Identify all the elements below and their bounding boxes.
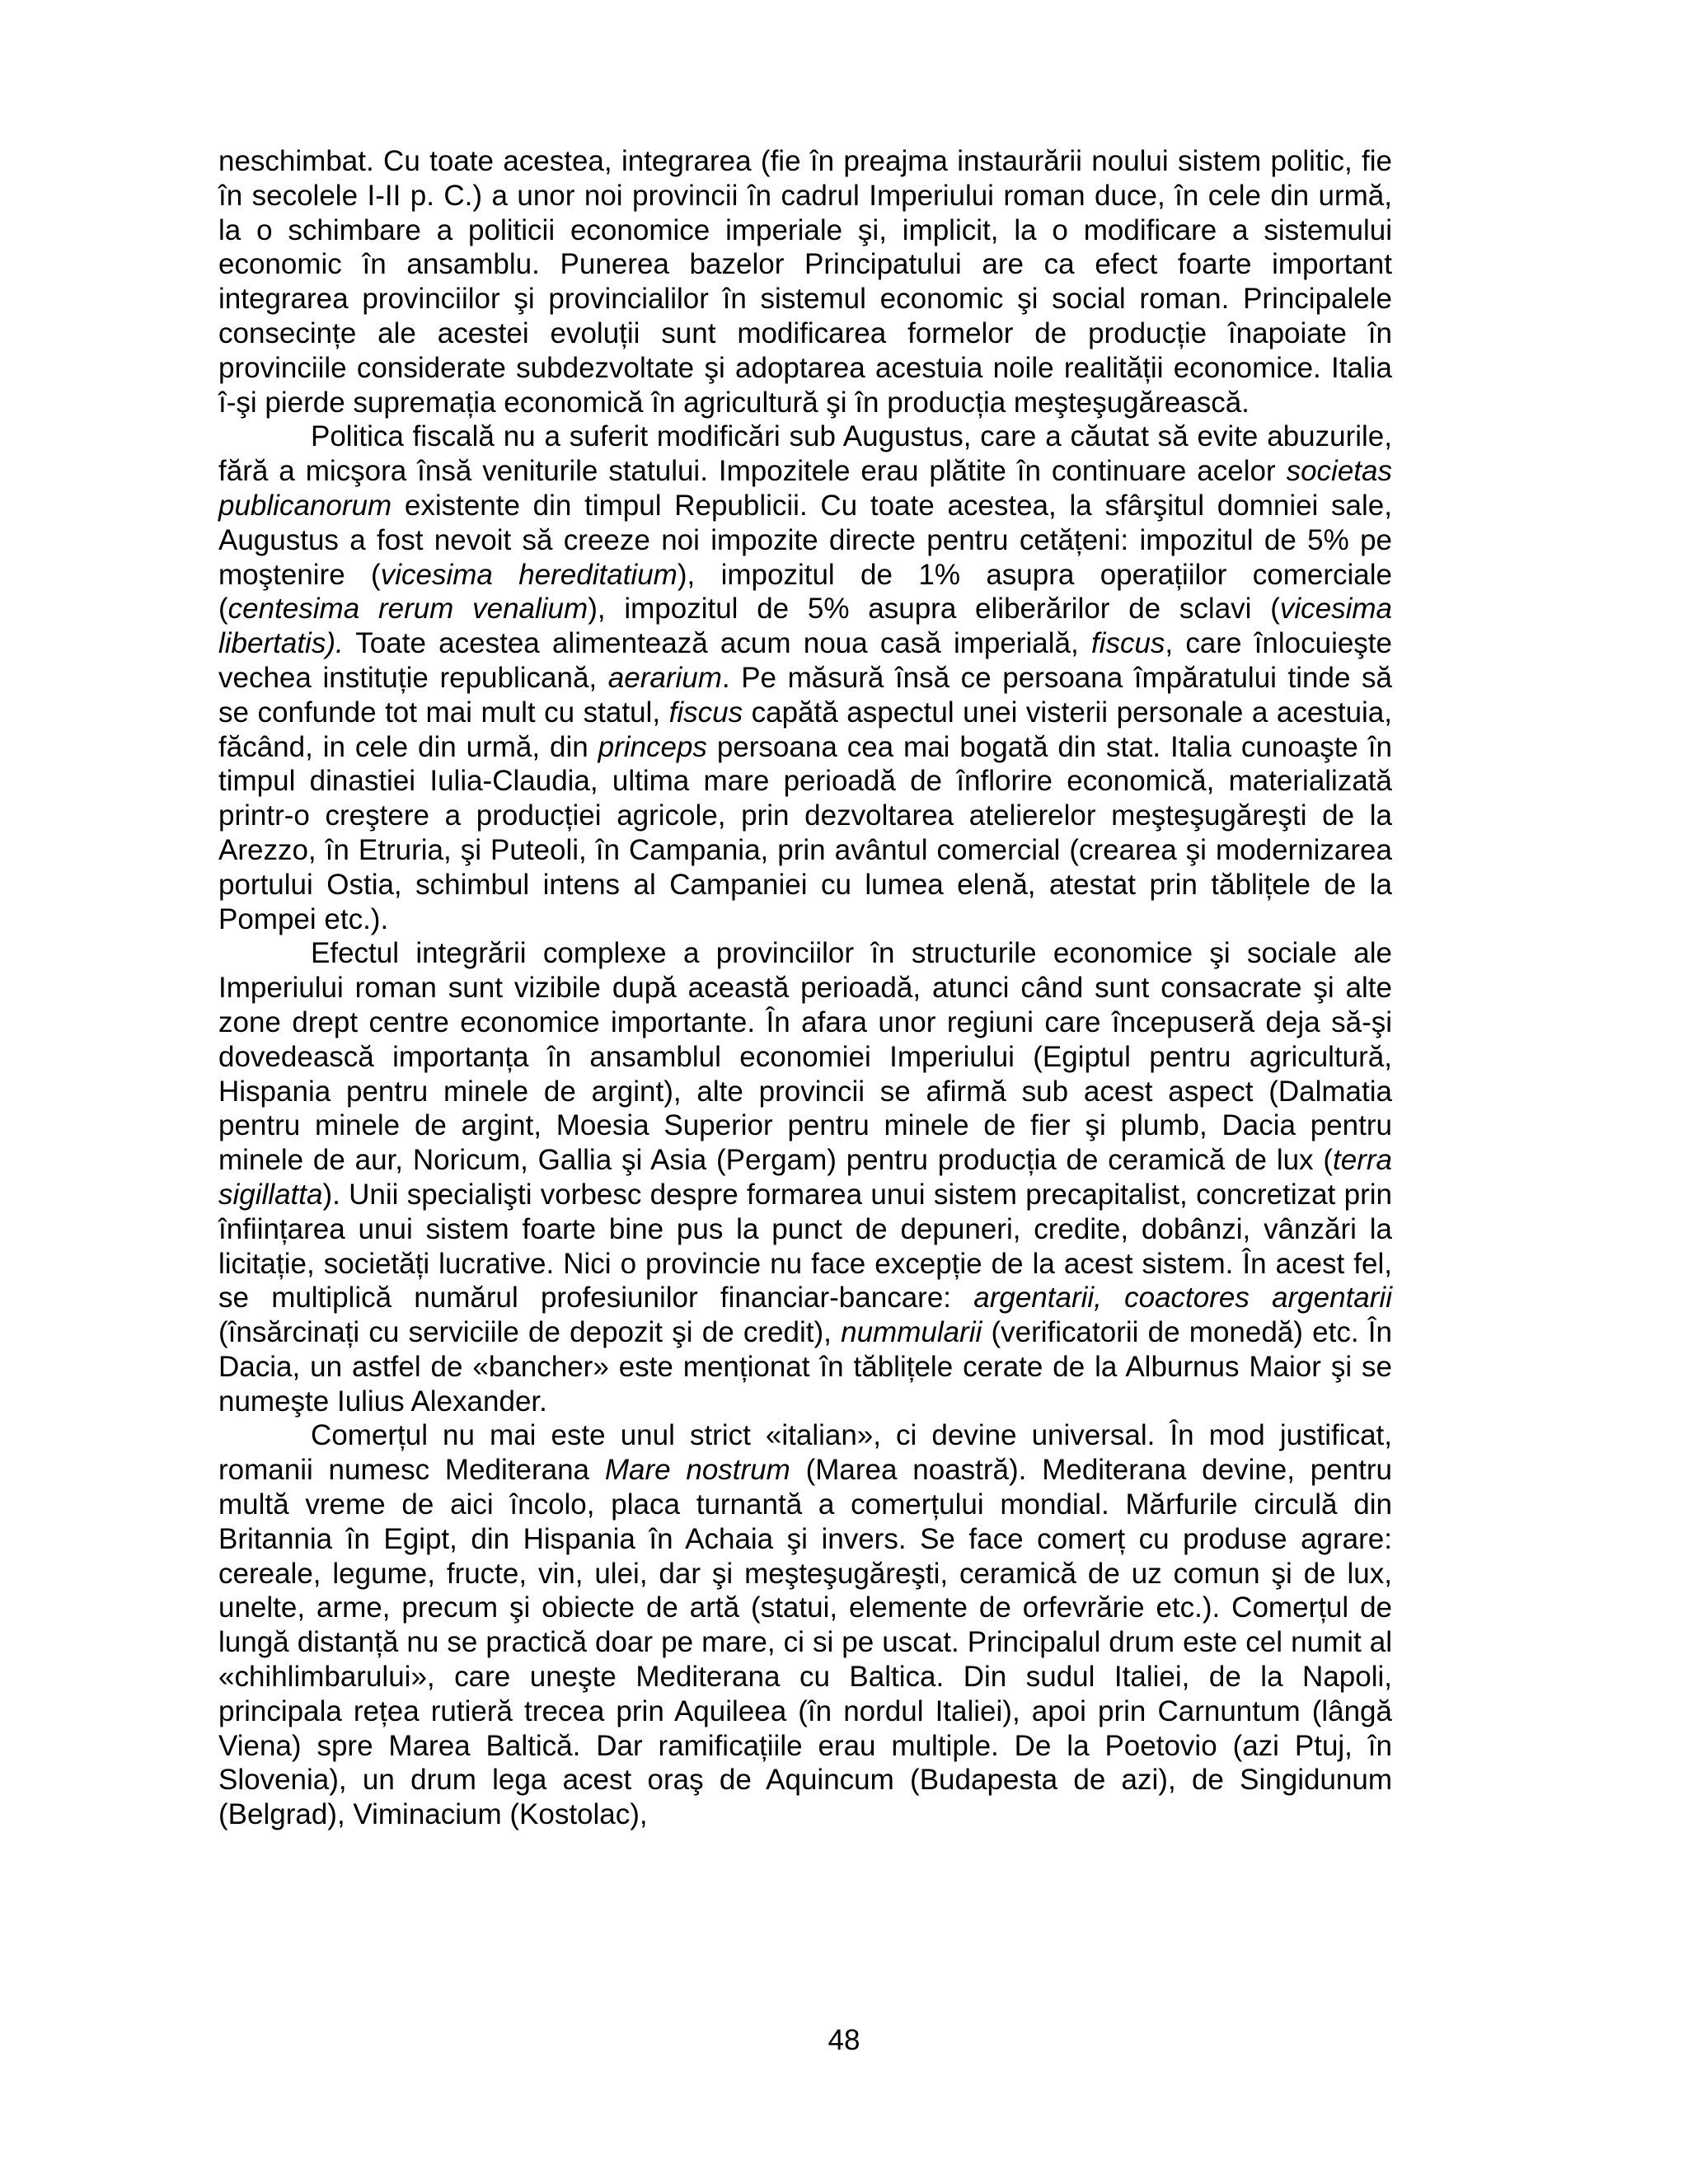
italic-term: terra sigillatta <box>218 1144 1392 1211</box>
text-run: ), impozitul de 1% asupra operațiilor comerciale ( <box>218 558 1392 626</box>
document-body <box>218 144 1392 1832</box>
paragraph <box>218 419 1392 936</box>
text-run: Efectul integrării complexe a provinciilor în structurile economice şi sociale ale Imperiului roman sunt vizibile după această perioadă, atunci când sunt consacrate şi alte zone drept centre economice importante. În afara unor regiuni care începuseră deja să-şi dovedească importanța în ansamblul economiei Imperiului (Egiptul pentru agricultură, Hispania pentru minele de argint), alte provincii se afirmă sub acest aspect (Dalmatia pentru minele de argint, Moesia Superior pentru minele de fier şi plumb, Dacia pentru minele de aur, Noricum, Gallia şi Asia (Pergam) pentru producția de ceramică de lux ( <box>218 937 1392 1177</box>
text-run: Politica fiscală nu a suferit modificări sub Augustus, care a căutat să evite abuzurile, fără a micşora însă veniturile statului. Impozitele erau plătite în continuare acelor <box>218 420 1392 488</box>
text-run: capătă aspectul unei visterii personale a acestuia, făcând, in cele din urmă, din <box>218 696 1392 763</box>
italic-term: fiscus <box>1090 627 1165 660</box>
italic-term: argentarii, coactores argentarii <box>973 1282 1392 1315</box>
italic-term: societas publicanorum <box>218 455 1392 522</box>
paragraph <box>218 144 1392 419</box>
text-run: (Marea noastră). Mediterana devine, pentru multă vreme de aici încolo, placa turnantă a comerțului mondial. Mărfurile circulă din Britannia în Egipt, din Hispania în Achaia şi invers. Se face comerț cu produse agrare: cereale, legume, fructe, vin, ulei, dar şi meşteşugăreşti, ceramică de uz comun şi de lux, unelte, arme, precum şi obiecte de artă (statui, elemente de orfevrărie etc.). Comerțul de lungă distanță nu se practică doar pe mare, ci si pe uscat. Principalul drum este cel numit al «chihlimbarului», care uneşte Mediterana cu Baltica. Din sudul Italiei, de la Napoli, principala rețea rutieră trecea prin Aquileea (în nordul Italiei), apoi prin Carnuntum (lângă Viena) spre Marea Baltică. Dar ramificațiile erau multiple. De la Poetovio (azi Ptuj, în Slovenia), un drum lega acest oraş de Aquincum (Budapesta de azi), de Singidunum (Belgrad), Viminacium (Kostolac), <box>218 1454 1393 1831</box>
italic-term: Mare nostrum <box>604 1454 790 1487</box>
italic-term: vicesima libertatis). <box>218 593 1392 660</box>
italic-term: centesima rerum venalium <box>227 593 588 626</box>
text-run: (însărcinați cu serviciile de depozit şi de credit), <box>218 1316 842 1349</box>
text-run: Toate acestea alimentează acum noua casă imperială, <box>343 627 1091 660</box>
italic-term: princeps <box>598 730 707 763</box>
text-run: (verificatorii de monedă) etc. În Dacia, un astfel de «bancher» este menționat în tăblițele cerate de la Alburnus Maior şi se numeşte Iulius Alexander. <box>218 1316 1392 1418</box>
text-run: existente din timpul Republicii. Cu toate acestea, la sfârşitul domniei sale, Augustus a fost nevoit să creeze noi impozite directe pentru cetățeni: impozitul de 5% pe moştenire ( <box>218 489 1392 591</box>
text-run: ), impozitul de 5% asupra eliberărilor de sclavi ( <box>588 593 1280 626</box>
paragraph <box>218 936 1392 1418</box>
paragraph <box>218 1418 1392 1832</box>
text-run: ). Unii specialişti vorbesc despre formarea unui sistem precapitalist, concretizat prin înființarea unui sistem foarte bine pus la punct de depuneri, credite, dobânzi, vânzări la licitație, societăți lucrative. Nici o provincie nu face excepție de la acest sistem. În acest fel, se multiplică numărul profesiunilor financiar-bancare: <box>218 1178 1392 1315</box>
italic-term: fiscus <box>668 696 743 729</box>
italic-term: aerarium <box>607 661 722 694</box>
text-run: , care înlocuieşte vechea instituție republicană, <box>218 627 1392 694</box>
text-run: neschimbat. Cu toate acestea, integrarea (fie în preajma instaurării noului sistem politic, fie în secolele I-II p. C.) a unor noi provincii în cadrul Imperiului roman duce, în cele din urmă, la o schimbare a politicii economice imperiale şi, implicit, la o modificare a sistemului economic în ansamblu. Punerea bazelor Principatului are ca efect foarte important integrarea provinciilor şi provincialilor în sistemul economic şi social roman. Principalele consecințe ale acestei evoluții sunt modificarea formelor de producție înapoiate în provinciile considerate subdezvoltate şi adoptarea acestuia noile realității economice. Italia î-şi pierde supremația economică în agricultură şi în producția meşteşugărească. <box>218 145 1392 419</box>
text-run: persoana cea mai bogată din stat. Italia cunoaşte în timpul dinastiei Iulia-Claudia, ultima mare perioadă de înflorire economică, materializată printr-o creştere a producției agricole, prin dezvoltarea atelierelor meşteşugăreşti de la Arezzo, în Etruria, şi Puteoli, în Campania, prin avântul comercial (crearea şi modernizarea portului Ostia, schimbul intens al Campaniei cu lumea elenă, atestat prin tăblițele de la Pompei etc.). <box>218 730 1392 935</box>
text-run: Comerțul nu mai este unul strict «italian», ci devine universal. În mod justificat, romanii numesc Mediterana <box>218 1419 1392 1487</box>
italic-term: vicesima hereditatium <box>380 558 678 591</box>
text-run: . Pe măsură însă ce persoana împăratului tinde să se confunde tot mai mult cu statul, <box>218 661 1392 729</box>
italic-term: nummularii <box>841 1316 982 1349</box>
page-number: 48 <box>828 2024 860 2056</box>
